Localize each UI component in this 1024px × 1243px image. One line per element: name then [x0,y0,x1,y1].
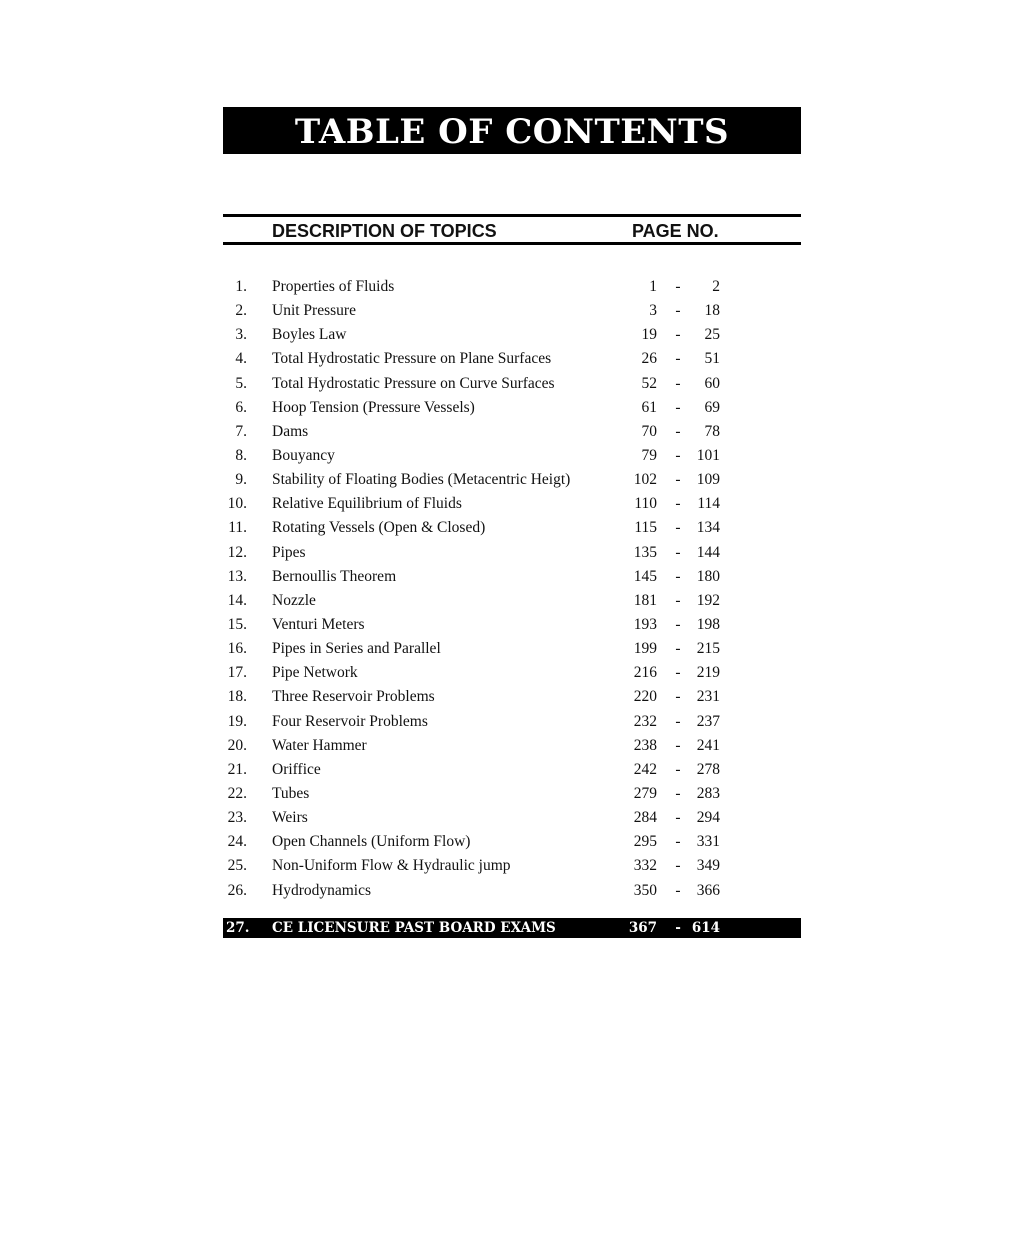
entry-number: 25. [227,857,247,875]
entry-page-separator: - [675,591,681,609]
entry-page-start: 295 [633,833,657,851]
entry-page-separator: - [675,760,681,778]
entry-page-end: 283 [696,784,720,802]
final-entry-page-start: 367 [628,920,657,936]
entry-number: 6. [235,398,247,416]
entry-page-start: 26 [641,350,657,368]
entry-page-end: 18 [704,302,720,320]
entry-topic: Pipes [272,543,306,561]
final-entry-highlight [223,918,801,938]
entry-number: 8. [235,446,247,464]
entry-topic: Bouyancy [272,446,335,464]
entry-page-start: 145 [633,567,657,585]
entry-number: 10. [227,495,247,513]
entry-number: 9. [235,471,247,489]
entry-topic: Relative Equilibrium of Fluids [272,495,462,513]
entry-page-start: 1 [649,278,657,295]
entry-page-end: 198 [696,615,720,633]
entry-page-end: 331 [696,833,720,851]
entry-page-separator: - [675,688,681,706]
entry-topic: Three Reservoir Problems [272,688,435,706]
entry-page-end: 114 [697,495,720,513]
entry-page-end: 219 [696,664,720,682]
final-entry-page-separator: - [675,920,681,936]
header-top-rule [223,214,801,217]
toc-entry [0,662,1024,686]
entry-number: 18. [227,688,247,706]
entry-page-separator: - [675,833,681,851]
entry-topic: Total Hydrostatic Pressure on Curve Surfaces [272,374,555,392]
entry-page-start: 350 [633,881,657,899]
entry-page-start: 199 [633,640,657,658]
entry-page-start: 3 [649,302,657,320]
entry-number: 7. [235,422,247,440]
entry-number: 13. [227,567,247,585]
entry-page-separator: - [675,784,681,802]
entry-page-end: 231 [696,688,720,706]
entry-page-end: 51 [704,350,720,368]
entry-number: 16. [227,640,247,658]
entry-page-end: 366 [696,881,720,899]
toc-entry [0,614,1024,638]
entry-number: 26. [227,881,247,899]
entry-page-end: 60 [704,374,720,392]
entry-topic: Boyles Law [272,326,347,344]
entry-page-start: 332 [633,857,657,875]
entry-page-separator: - [675,302,681,320]
entry-number: 24. [227,833,247,851]
entry-page-separator: - [675,350,681,368]
entry-topic: Nozzle [272,591,316,609]
entry-page-start: 232 [633,712,657,730]
entry-topic: Bernoullis Theorem [272,567,397,585]
entry-number: 5. [235,374,247,392]
final-entry-number: 27. [226,920,250,936]
entry-page-separator: - [675,446,681,464]
page-number-column-header: PAGE NO. [632,221,719,241]
entry-page-end: 241 [696,736,720,754]
entry-page-end: 349 [696,857,720,875]
entry-page-separator: - [675,857,681,875]
entry-page-end: 101 [696,446,720,464]
entry-page-separator: - [675,615,681,633]
entry-number: 4. [235,350,247,368]
entry-page-start: 102 [633,471,657,489]
entry-page-start: 242 [633,760,657,778]
entry-page-start: 181 [633,591,657,609]
entry-page-end: 294 [696,809,720,827]
entry-topic: Stability of Floating Bodies (Metacentric Heigt) [272,471,571,489]
entry-page-separator: - [675,712,681,730]
entry-page-separator: - [675,640,681,658]
toc-entry [0,783,1024,807]
entry-page-start: 52 [641,374,657,392]
entry-page-end: 278 [696,760,720,778]
toc-entry [0,807,1024,831]
entry-page-separator: - [675,881,681,899]
entry-topic: Total Hydrostatic Pressure on Plane Surfaces [272,350,552,368]
entry-page-separator: - [675,422,681,440]
toc-entry [0,373,1024,397]
entry-topic: Hoop Tension (Pressure Vessels) [272,398,475,416]
entry-page-start: 193 [633,615,657,633]
entry-number: 17. [227,664,247,682]
entry-page-start: 70 [641,422,657,440]
entry-page-end: 2 [712,278,720,295]
entry-page-separator: - [675,567,681,585]
toc-entry [0,638,1024,662]
entry-number: 23. [227,809,247,827]
entry-topic: Weirs [272,809,308,827]
entry-page-separator: - [675,495,681,513]
toc-entry [0,566,1024,590]
entry-topic: Non-Uniform Flow & Hydraulic jump [272,857,511,875]
entry-page-end: 25 [704,326,720,344]
entry-page-start: 284 [633,809,657,827]
entry-number: 14. [227,591,247,609]
entry-number: 15. [227,615,247,633]
entry-page-start: 61 [641,398,657,416]
header-bottom-rule [223,242,801,245]
entry-page-separator: - [675,809,681,827]
entry-number: 19. [227,712,247,730]
entry-page-separator: - [675,664,681,682]
toc-entry [0,421,1024,445]
entry-page-end: 109 [696,471,720,489]
entry-page-separator: - [675,471,681,489]
entry-topic: Oriffice [272,760,321,778]
toc-entry [0,300,1024,324]
entry-number: 12. [227,543,247,561]
toc-entry [0,759,1024,783]
entry-page-end: 192 [696,591,720,609]
entry-page-separator: - [675,326,681,344]
entry-page-start: 238 [633,736,657,754]
entry-topic: Venturi Meters [272,615,365,633]
entry-page-end: 180 [696,567,720,585]
entry-topic: Pipes in Series and Parallel [272,640,441,658]
entry-number: 11. [228,519,247,537]
toc-entry [0,711,1024,735]
entry-page-end: 134 [696,519,720,537]
entry-page-start: 19 [641,326,657,344]
entry-page-end: 69 [704,398,720,416]
entry-topic: Hydrodynamics [272,881,372,899]
entry-topic: Properties of Fluids [272,278,395,295]
entry-topic: Four Reservoir Problems [272,712,428,730]
entry-topic: Unit Pressure [272,302,356,320]
entry-number: 3. [235,326,247,344]
entry-number: 2. [235,302,247,320]
entry-page-separator: - [675,278,681,295]
toc-entry [0,469,1024,493]
toc-entry [0,855,1024,879]
entry-number: 21. [227,760,247,778]
entry-page-start: 279 [633,784,657,802]
toc-entry [0,445,1024,469]
toc-entry [0,880,1024,904]
entry-page-start: 115 [634,519,657,537]
toc-list [0,276,1024,904]
entry-number: 1. [235,278,247,295]
entry-topic: Pipe Network [272,664,358,682]
toc-entry [0,686,1024,710]
entry-topic: Water Hammer [272,736,367,754]
entry-topic: Rotating Vessels (Open & Closed) [272,519,486,537]
entry-page-separator: - [675,398,681,416]
toc-entry [0,348,1024,372]
toc-entry [0,517,1024,541]
entry-number: 20. [227,736,247,754]
toc-entry [0,397,1024,421]
entry-topic: Dams [272,422,309,440]
toc-entry [0,735,1024,759]
description-column-header: DESCRIPTION OF TOPICS [272,221,497,241]
entry-page-separator: - [675,543,681,561]
entry-page-end: 144 [696,543,720,561]
entry-topic: Open Channels (Uniform Flow) [272,833,471,851]
toc-entry [0,493,1024,517]
toc-entry [0,276,1024,300]
entry-page-separator: - [675,736,681,754]
entry-page-start: 216 [633,664,657,682]
entry-page-end: 78 [704,422,720,440]
entry-page-start: 220 [633,688,657,706]
entry-page-separator: - [675,374,681,392]
entry-number: 22. [227,784,247,802]
page-title: TABLE OF CONTENTS [223,107,801,154]
entry-page-start: 79 [641,446,657,464]
entry-topic: Tubes [272,784,310,802]
entry-page-start: 135 [633,543,657,561]
toc-entry [0,542,1024,566]
toc-entry [0,831,1024,855]
entry-page-start: 110 [634,495,657,513]
final-entry-topic: CE LICENSURE PAST BOARD EXAMS [272,920,556,936]
toc-entry [0,590,1024,614]
final-entry-page-end: 614 [691,920,720,936]
toc-entry [0,324,1024,348]
entry-page-end: 215 [696,640,720,658]
entry-page-end: 237 [696,712,720,730]
entry-page-separator: - [675,519,681,537]
